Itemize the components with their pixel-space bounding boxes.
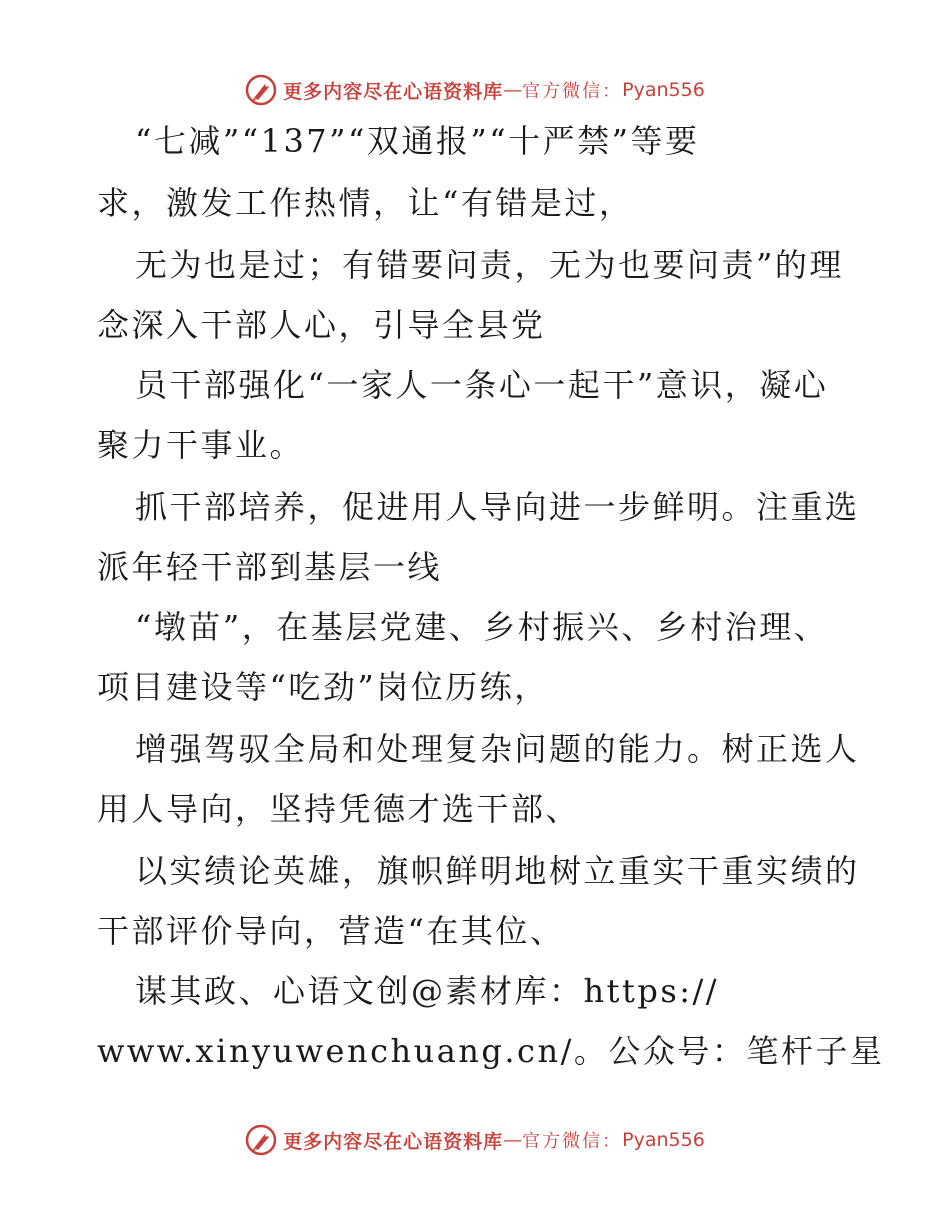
banner-wechat-id: Pyan556 <box>622 1129 705 1151</box>
body-line: “墩苗”，在基层党建、乡村振兴、乡村治理、 <box>135 608 829 646</box>
pen-nib-logo-icon <box>245 74 277 106</box>
body-line: 项目建设等“吃劲”岗位历练， <box>97 668 549 706</box>
footer-watermark-banner <box>0 1120 950 1160</box>
body-line: 用人导向，坚持凭德才选干部、 <box>97 790 581 828</box>
body-line: 增强驾驭全局和处理复杂问题的能力。树正选人 <box>135 730 860 768</box>
header-watermark-banner <box>0 70 950 110</box>
body-line: 谋其政、心语文创@素材库：https:// <box>135 972 720 1010</box>
body-line: “七减”“137”“双通报”“十严禁”等要 <box>135 122 700 160</box>
body-line: 员干部强化“一家人一条心一起干”意识，凝心 <box>135 366 829 404</box>
body-line: 念深入干部人心，引导全县党 <box>97 306 546 344</box>
banner-separator: — <box>503 1129 523 1151</box>
banner-main-text: 更多内容尽在心语资料库 <box>283 80 504 103</box>
banner-separator: — <box>503 79 523 101</box>
banner-main-text: 更多内容尽在心语资料库 <box>283 1130 504 1153</box>
pen-nib-logo-icon <box>245 1124 277 1156</box>
body-line: 干部评价导向，营造“在其位、 <box>97 912 565 950</box>
body-line: 求，激发工作热情，让“有错是过， <box>97 184 634 222</box>
banner-wechat-label: 官方微信： <box>522 1131 623 1152</box>
banner-wechat-id: Pyan556 <box>622 79 705 101</box>
body-line: 聚力干事业。 <box>97 426 305 464</box>
body-line: 以实绩论英雄，旗帜鲜明地树立重实干重实绩的 <box>135 852 860 890</box>
body-line: www.xinyuwenchuang.cn/。公众号：笔杆子星 <box>97 1032 885 1070</box>
banner-wechat-label: 官方微信： <box>522 81 623 102</box>
body-line: 无为也是过；有错要问责，无为也要问责”的理 <box>135 246 844 284</box>
body-line: 派年轻干部到基层一线 <box>97 548 443 586</box>
body-line: 抓干部培养，促进用人导向进一步鲜明。注重选 <box>135 488 860 526</box>
